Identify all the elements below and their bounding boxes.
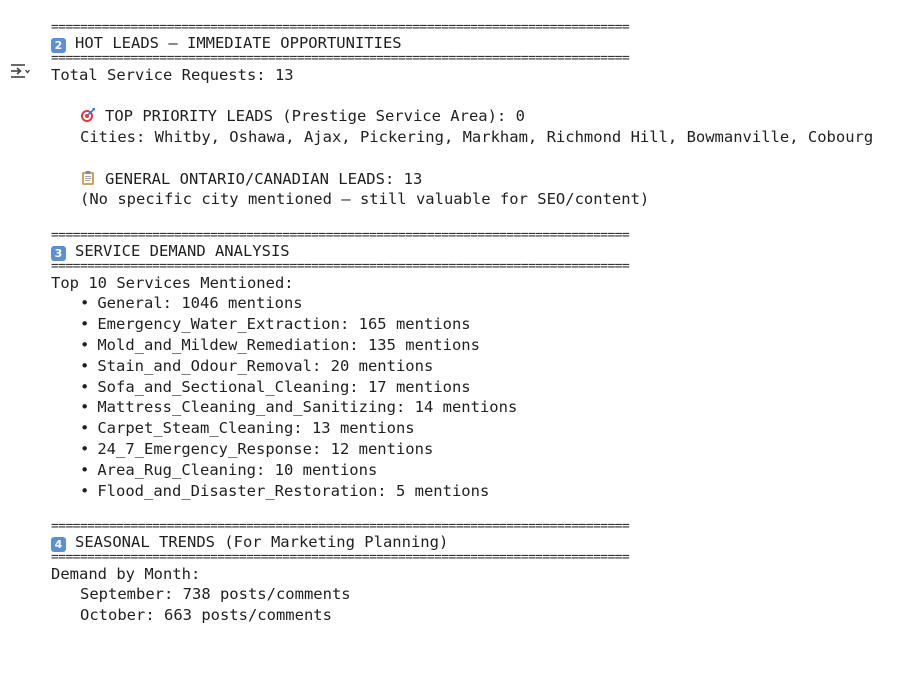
list-item (51, 335, 900, 356)
list-item (51, 377, 900, 398)
list-item (51, 481, 900, 502)
section-title: HOT LEADS – IMMEDIATE OPPORTUNITIES (75, 34, 402, 53)
divider-rule: ================================================================================ (51, 262, 630, 273)
bullet: • (80, 335, 90, 354)
service-mention: Carpet_Steam_Cleaning: 13 mentions (97, 419, 415, 438)
list-item (51, 439, 900, 460)
list-item (51, 293, 900, 314)
priority-leads-text: TOP PRIORITY LEADS (Prestige Service Area): 0 (105, 107, 525, 126)
services-intro: Top 10 Services Mentioned: (51, 273, 294, 292)
list-item (51, 314, 900, 335)
service-mention: Mattress_Cleaning_and_Sanitizing: 14 mentions (97, 398, 518, 417)
bullet: • (80, 460, 90, 479)
general-leads-text: GENERAL ONTARIO/CANADIAN LEADS: 13 (105, 169, 423, 188)
divider-rule: ================================================================================ (51, 553, 630, 564)
section-title: SERVICE DEMAND ANALYSIS (75, 242, 290, 261)
service-mention: Flood_and_Disaster_Restoration: 5 mentions (97, 481, 490, 500)
months-intro: Demand by Month: (51, 564, 201, 583)
section-header-hot-leads (51, 33, 900, 54)
priority-leads-line (51, 106, 900, 127)
bullet: • (80, 398, 90, 417)
service-mention: Sofa_and_Sectional_Cleaning: 17 mentions (97, 377, 471, 396)
general-leads-line (51, 169, 900, 190)
section-header-seasonal (51, 532, 900, 553)
section-header-service-demand (51, 241, 900, 262)
total-requests-text: Total Service Requests: 13 (51, 65, 294, 84)
list-item (51, 397, 900, 418)
divider-rule: ================================================================================ (51, 54, 630, 65)
keycap-number-icon: 4 (51, 537, 66, 552)
output-toggle-icon[interactable] (6, 59, 34, 83)
keycap-number-icon: 3 (51, 246, 66, 261)
list-item (51, 356, 900, 377)
bullet: • (80, 377, 90, 396)
keycap-number-icon: 2 (51, 38, 66, 53)
target-icon (80, 107, 96, 123)
divider-rule: ================================================================================ (51, 522, 630, 533)
bullet: • (80, 356, 90, 375)
divider-rule: ================================================================================ (51, 230, 630, 242)
bullet: • (80, 315, 90, 334)
service-mention: Area_Rug_Cleaning: 10 mentions (97, 460, 378, 479)
list-item (51, 460, 900, 481)
service-mention: General: 1046 mentions (97, 294, 303, 313)
section-title: SEASONAL TRENDS (For Marketing Planning) (75, 533, 449, 552)
bullet: • (80, 481, 90, 500)
list-item (51, 418, 900, 439)
clipboard-icon (80, 170, 96, 186)
divider-rule: ================================================================================ (51, 23, 630, 34)
month-item: October: 663 posts/comments (80, 606, 332, 625)
bullet: • (80, 419, 90, 438)
service-mention: Mold_and_Mildew_Remediation: 135 mentions (97, 335, 480, 354)
service-mention: 24_7_Emergency_Response: 12 mentions (97, 439, 434, 458)
month-item: September: 738 posts/comments (80, 585, 351, 604)
general-leads-note: (No specific city mentioned – still valuable for SEO/content) (80, 190, 650, 209)
bullet: • (80, 439, 90, 458)
service-mention: Emergency_Water_Extraction: 165 mentions (97, 315, 471, 334)
bullet: • (80, 294, 90, 313)
service-mention: Stain_and_Odour_Removal: 20 mentions (97, 356, 434, 375)
cities-line: Cities: Whitby, Oshawa, Ajax, Pickering, Markham, Richmond Hill, Bowmanville, Cobourg (80, 127, 874, 146)
cell-output (51, 23, 900, 700)
